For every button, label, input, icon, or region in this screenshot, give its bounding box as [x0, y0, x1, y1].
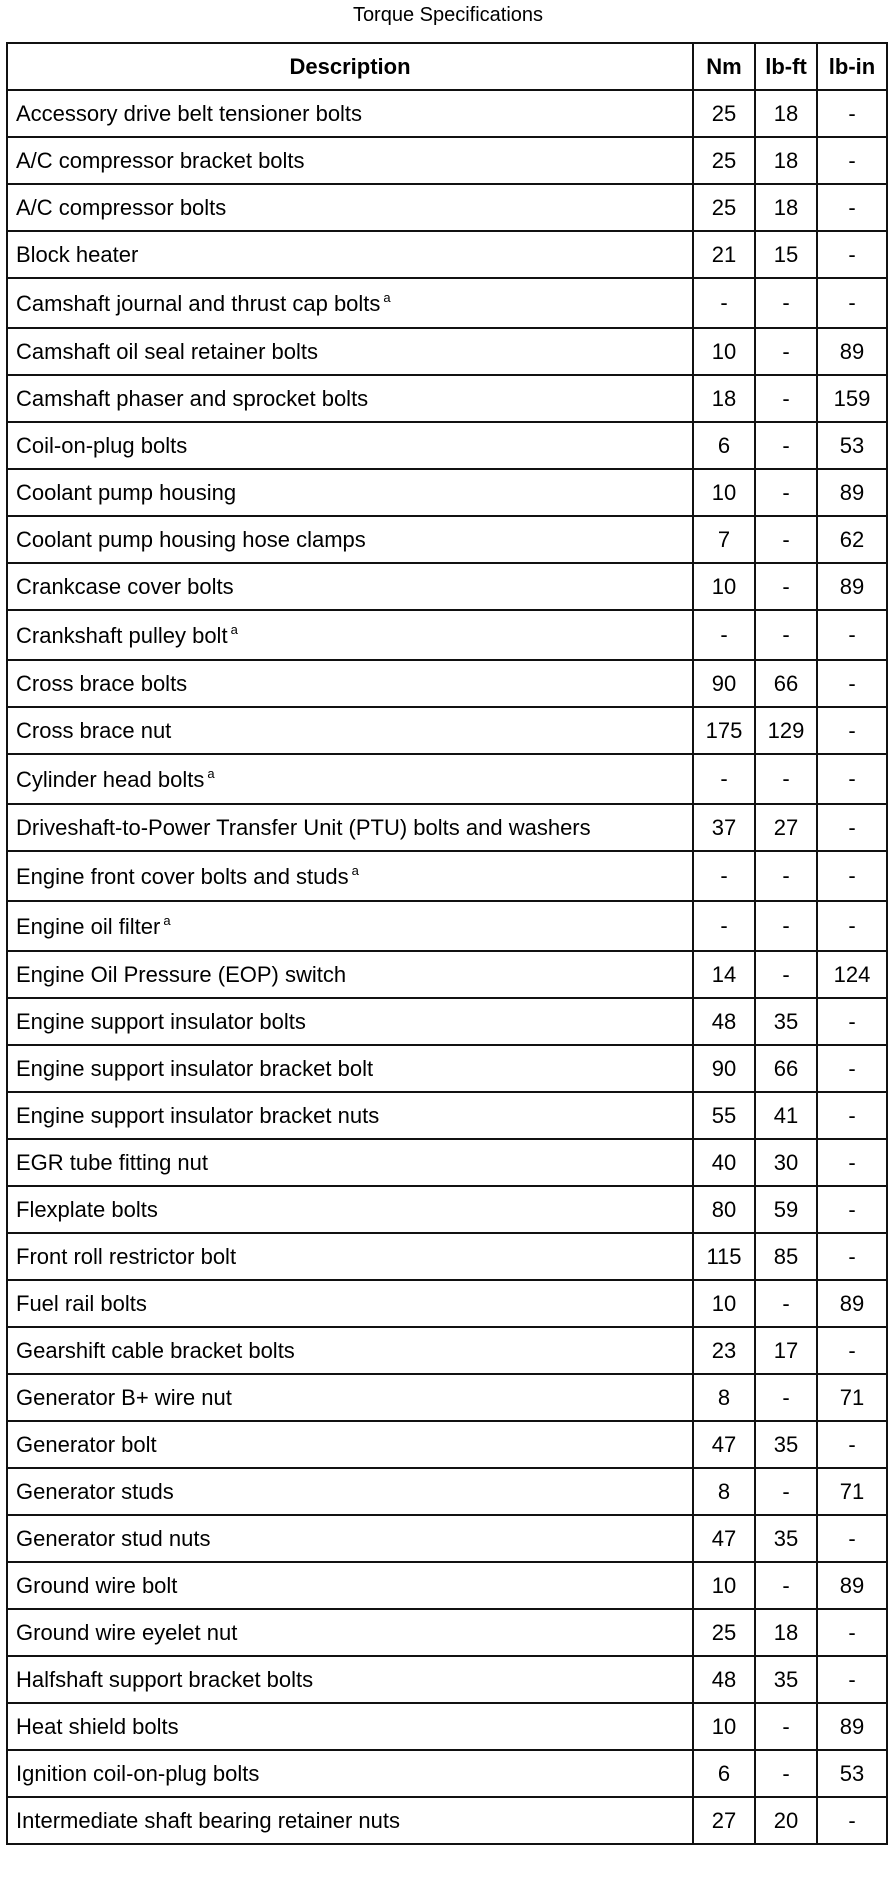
cell-nm: 55: [693, 1092, 755, 1139]
cell-nm: 80: [693, 1186, 755, 1233]
cell-description: [7, 1515, 693, 1562]
cell-lb-in: -: [817, 184, 887, 231]
table-row: [7, 375, 887, 422]
table-row: [7, 1139, 887, 1186]
cell-description: [7, 1609, 693, 1656]
table-row: [7, 951, 887, 998]
cell-description: [7, 1562, 693, 1609]
table-row: [7, 1797, 887, 1844]
cell-lb-in: -: [817, 660, 887, 707]
cell-lb-in: 62: [817, 516, 887, 563]
cell-lb-ft: 30: [755, 1139, 817, 1186]
cell-description: [7, 998, 693, 1045]
cell-nm: 21: [693, 231, 755, 278]
description-text: Generator stud nuts: [16, 1525, 211, 1551]
description-text: Crankshaft pulley bolt: [16, 622, 228, 648]
description-text: Ground wire bolt: [16, 1572, 178, 1598]
cell-lb-ft: 27: [755, 804, 817, 851]
cell-lb-in: -: [817, 804, 887, 851]
table-row: [7, 1515, 887, 1562]
cell-lb-ft: -: [755, 422, 817, 469]
description-text: Gearshift cable bracket bolts: [16, 1337, 295, 1363]
cell-description: [7, 951, 693, 998]
table-row: [7, 754, 887, 804]
cell-lb-in: -: [817, 1421, 887, 1468]
cell-lb-ft: -: [755, 1703, 817, 1750]
cell-lb-ft: -: [755, 278, 817, 328]
table-row: [7, 1280, 887, 1327]
cell-lb-in: -: [817, 1092, 887, 1139]
cell-nm: 18: [693, 375, 755, 422]
table-row: [7, 231, 887, 278]
cell-nm: -: [693, 278, 755, 328]
cell-lb-in: -: [817, 137, 887, 184]
footnote-marker: a: [230, 621, 238, 637]
cell-lb-in: 53: [817, 422, 887, 469]
cell-description: [7, 754, 693, 804]
cell-description: [7, 707, 693, 754]
cell-lb-in: 89: [817, 469, 887, 516]
table-row: [7, 1562, 887, 1609]
table-row: [7, 328, 887, 375]
cell-lb-ft: -: [755, 469, 817, 516]
footnote-marker: a: [351, 862, 359, 878]
table-row: [7, 1092, 887, 1139]
cell-lb-ft: 59: [755, 1186, 817, 1233]
cell-lb-ft: 41: [755, 1092, 817, 1139]
cell-lb-ft: 85: [755, 1233, 817, 1280]
header-nm: Nm: [693, 43, 755, 90]
description-text: Flexplate bolts: [16, 1196, 158, 1222]
cell-lb-in: 71: [817, 1374, 887, 1421]
cell-lb-ft: 17: [755, 1327, 817, 1374]
table-row: [7, 469, 887, 516]
description-text: Coolant pump housing hose clamps: [16, 526, 366, 552]
cell-lb-in: 124: [817, 951, 887, 998]
cell-nm: 90: [693, 660, 755, 707]
header-description: Description: [7, 43, 693, 90]
table-row: [7, 1045, 887, 1092]
cell-description: [7, 1750, 693, 1797]
description-text: EGR tube fitting nut: [16, 1149, 208, 1175]
description-text: Heat shield bolts: [16, 1713, 179, 1739]
table-row: [7, 660, 887, 707]
cell-lb-ft: 35: [755, 1421, 817, 1468]
header-row: [7, 43, 887, 90]
cell-description: [7, 1421, 693, 1468]
cell-nm: 23: [693, 1327, 755, 1374]
table-row: [7, 184, 887, 231]
cell-lb-in: -: [817, 1515, 887, 1562]
table-row: [7, 707, 887, 754]
cell-lb-in: -: [817, 707, 887, 754]
torque-specifications-table: [6, 42, 888, 1845]
cell-lb-in: 89: [817, 563, 887, 610]
cell-description: [7, 660, 693, 707]
cell-lb-in: -: [817, 278, 887, 328]
cell-description: [7, 516, 693, 563]
cell-lb-ft: -: [755, 1374, 817, 1421]
cell-nm: 175: [693, 707, 755, 754]
cell-lb-ft: 20: [755, 1797, 817, 1844]
table-row: [7, 563, 887, 610]
cell-lb-in: -: [817, 1656, 887, 1703]
description-text: Generator B+ wire nut: [16, 1384, 232, 1410]
cell-lb-ft: -: [755, 375, 817, 422]
cell-nm: 115: [693, 1233, 755, 1280]
table-row: [7, 998, 887, 1045]
cell-lb-ft: -: [755, 901, 817, 951]
cell-nm: 8: [693, 1374, 755, 1421]
table-row: [7, 1609, 887, 1656]
description-text: Fuel rail bolts: [16, 1290, 147, 1316]
cell-lb-in: 71: [817, 1468, 887, 1515]
table-caption: Torque Specifications: [352, 4, 544, 26]
cell-nm: 10: [693, 1280, 755, 1327]
cell-lb-ft: 35: [755, 998, 817, 1045]
cell-description: [7, 375, 693, 422]
cell-lb-ft: 129: [755, 707, 817, 754]
cell-nm: 10: [693, 1562, 755, 1609]
cell-nm: -: [693, 754, 755, 804]
cell-description: [7, 901, 693, 951]
cell-description: [7, 563, 693, 610]
description-text: Engine support insulator bracket bolt: [16, 1055, 374, 1081]
cell-lb-ft: 15: [755, 231, 817, 278]
cell-description: [7, 1797, 693, 1844]
description-text: Intermediate shaft bearing retainer nuts: [16, 1807, 401, 1833]
cell-description: [7, 469, 693, 516]
table-row: [7, 1703, 887, 1750]
description-text: A/C compressor bracket bolts: [16, 147, 305, 173]
cell-lb-ft: -: [755, 563, 817, 610]
table-row: [7, 804, 887, 851]
table-row: [7, 1374, 887, 1421]
description-text: Cylinder head bolts: [16, 766, 205, 792]
cell-lb-ft: 66: [755, 660, 817, 707]
cell-lb-ft: 18: [755, 90, 817, 137]
cell-lb-ft: 35: [755, 1656, 817, 1703]
cell-description: [7, 1703, 693, 1750]
description-text: Ignition coil-on-plug bolts: [16, 1760, 260, 1786]
cell-lb-in: -: [817, 610, 887, 660]
cell-nm: 6: [693, 1750, 755, 1797]
cell-nm: 48: [693, 1656, 755, 1703]
table-row: [7, 901, 887, 951]
cell-lb-ft: -: [755, 516, 817, 563]
description-text: Engine front cover bolts and studs: [16, 863, 349, 889]
cell-description: [7, 1656, 693, 1703]
cell-lb-in: -: [817, 1609, 887, 1656]
table-row: [7, 278, 887, 328]
table-header: [7, 43, 887, 90]
cell-lb-in: -: [817, 901, 887, 951]
description-text: Front roll restrictor bolt: [16, 1243, 237, 1269]
cell-lb-ft: 18: [755, 137, 817, 184]
cell-lb-ft: -: [755, 610, 817, 660]
cell-lb-in: 89: [817, 1562, 887, 1609]
cell-nm: -: [693, 901, 755, 951]
cell-description: [7, 804, 693, 851]
description-text: Engine support insulator bolts: [16, 1008, 306, 1034]
description-text: Driveshaft-to-Power Transfer Unit (PTU) bolts and washers: [16, 814, 591, 840]
cell-lb-in: 53: [817, 1750, 887, 1797]
cell-lb-in: -: [817, 1186, 887, 1233]
cell-nm: 25: [693, 1609, 755, 1656]
cell-nm: 25: [693, 184, 755, 231]
cell-description: [7, 1327, 693, 1374]
description-text: Engine oil filter: [16, 913, 161, 939]
cell-lb-in: -: [817, 1797, 887, 1844]
cell-description: [7, 1233, 693, 1280]
description-text: Crankcase cover bolts: [16, 573, 234, 599]
cell-description: [7, 137, 693, 184]
cell-description: [7, 1374, 693, 1421]
cell-lb-ft: -: [755, 754, 817, 804]
table-row: [7, 516, 887, 563]
description-text: A/C compressor bolts: [16, 194, 227, 220]
cell-nm: 8: [693, 1468, 755, 1515]
cell-lb-in: 89: [817, 1703, 887, 1750]
cell-nm: 25: [693, 137, 755, 184]
cell-lb-in: 159: [817, 375, 887, 422]
description-text: Coolant pump housing: [16, 479, 237, 505]
table-row: [7, 1468, 887, 1515]
cell-lb-in: 89: [817, 1280, 887, 1327]
cell-lb-in: -: [817, 1233, 887, 1280]
cell-lb-in: 89: [817, 328, 887, 375]
cell-lb-ft: 18: [755, 184, 817, 231]
table-row: [7, 1233, 887, 1280]
table-row: [7, 1656, 887, 1703]
cell-nm: 37: [693, 804, 755, 851]
cell-lb-in: -: [817, 998, 887, 1045]
table-row: [7, 1186, 887, 1233]
cell-description: [7, 1468, 693, 1515]
cell-nm: 6: [693, 422, 755, 469]
description-text: Engine Oil Pressure (EOP) switch: [16, 961, 347, 987]
cell-description: [7, 422, 693, 469]
cell-description: [7, 1280, 693, 1327]
cell-nm: 90: [693, 1045, 755, 1092]
description-text: Camshaft journal and thrust cap bolts: [16, 290, 381, 316]
table-row: [7, 851, 887, 901]
cell-nm: 25: [693, 90, 755, 137]
cell-description: [7, 90, 693, 137]
description-text: Engine support insulator bracket nuts: [16, 1102, 380, 1128]
cell-description: [7, 231, 693, 278]
description-text: Camshaft oil seal retainer bolts: [16, 338, 319, 364]
cell-description: [7, 851, 693, 901]
description-text: Halfshaft support bracket bolts: [16, 1666, 314, 1692]
cell-lb-in: -: [817, 1139, 887, 1186]
cell-description: [7, 1045, 693, 1092]
cell-lb-ft: -: [755, 1468, 817, 1515]
description-text: Generator studs: [16, 1478, 174, 1504]
cell-description: [7, 610, 693, 660]
cell-description: [7, 1139, 693, 1186]
table-row: [7, 90, 887, 137]
cell-description: [7, 1186, 693, 1233]
cell-nm: 10: [693, 328, 755, 375]
cell-nm: 10: [693, 1703, 755, 1750]
cell-description: [7, 328, 693, 375]
table-body: [7, 90, 887, 1844]
table-row: [7, 1327, 887, 1374]
table-row: [7, 1750, 887, 1797]
cell-lb-in: -: [817, 1045, 887, 1092]
footnote-marker: a: [207, 765, 215, 781]
cell-lb-in: -: [817, 90, 887, 137]
description-text: Ground wire eyelet nut: [16, 1619, 238, 1645]
cell-lb-ft: -: [755, 1750, 817, 1797]
cell-lb-ft: -: [755, 1562, 817, 1609]
cell-nm: 47: [693, 1515, 755, 1562]
cell-lb-ft: 18: [755, 1609, 817, 1656]
cell-description: [7, 184, 693, 231]
cell-nm: 10: [693, 563, 755, 610]
table-row: [7, 1421, 887, 1468]
footnote-marker: a: [163, 912, 171, 928]
cell-lb-in: -: [817, 1327, 887, 1374]
cell-lb-in: -: [817, 754, 887, 804]
description-text: Cross brace bolts: [16, 670, 188, 696]
header-lb-in: lb-in: [817, 43, 887, 90]
description-text: Camshaft phaser and sprocket bolts: [16, 385, 369, 411]
table-row: [7, 422, 887, 469]
description-text: Coil-on-plug bolts: [16, 432, 188, 458]
header-lb-ft: lb-ft: [755, 43, 817, 90]
cell-nm: 40: [693, 1139, 755, 1186]
description-text: Accessory drive belt tensioner bolts: [16, 100, 363, 126]
cell-nm: 7: [693, 516, 755, 563]
cell-nm: 27: [693, 1797, 755, 1844]
cell-lb-ft: -: [755, 1280, 817, 1327]
cell-nm: 48: [693, 998, 755, 1045]
cell-nm: 10: [693, 469, 755, 516]
table-row: [7, 610, 887, 660]
table-row: [7, 137, 887, 184]
cell-lb-ft: -: [755, 328, 817, 375]
cell-lb-in: -: [817, 231, 887, 278]
cell-description: [7, 1092, 693, 1139]
cell-lb-ft: 66: [755, 1045, 817, 1092]
cell-lb-ft: -: [755, 951, 817, 998]
cell-nm: 47: [693, 1421, 755, 1468]
footnote-marker: a: [383, 289, 391, 305]
description-text: Generator bolt: [16, 1431, 157, 1457]
cell-nm: -: [693, 851, 755, 901]
cell-nm: -: [693, 610, 755, 660]
cell-description: [7, 278, 693, 328]
description-text: Cross brace nut: [16, 717, 172, 743]
cell-nm: 14: [693, 951, 755, 998]
cell-lb-in: -: [817, 851, 887, 901]
description-text: Block heater: [16, 241, 139, 267]
cell-lb-ft: -: [755, 851, 817, 901]
cell-lb-ft: 35: [755, 1515, 817, 1562]
